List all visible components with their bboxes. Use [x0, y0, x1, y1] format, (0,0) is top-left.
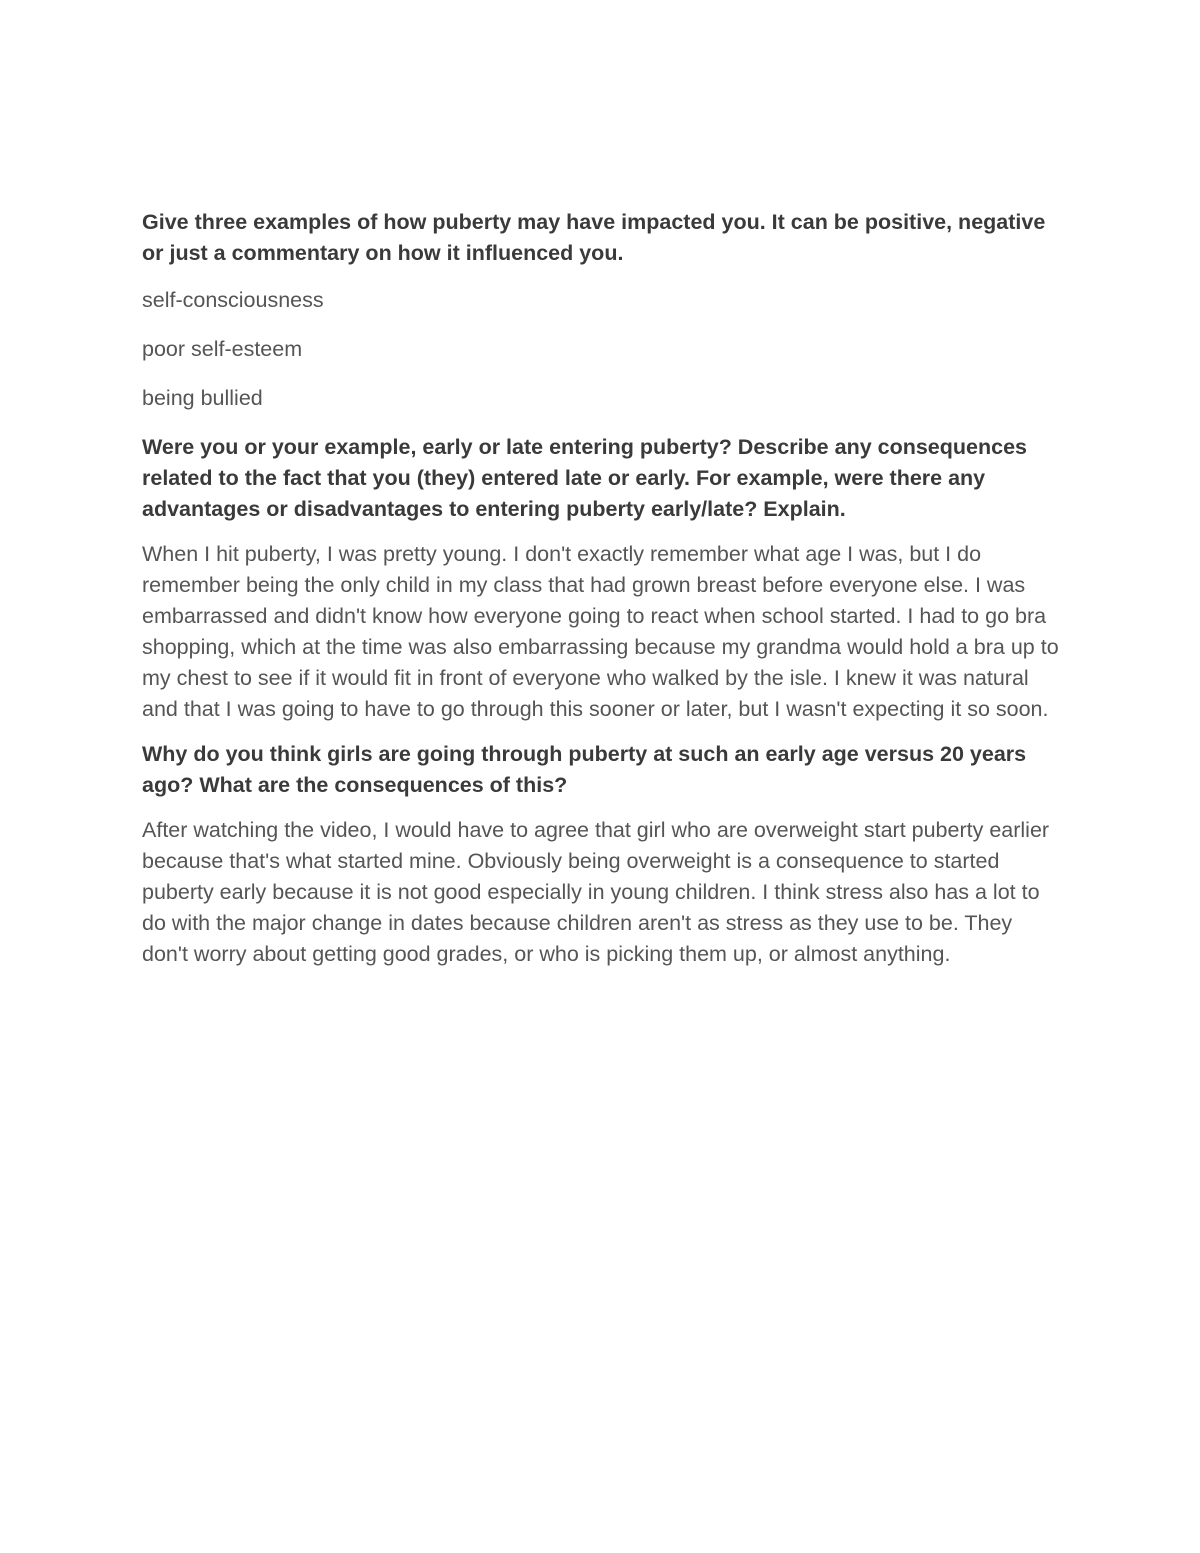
question-2: Were you or your example, early or late entering puberty? Describe any consequences related to the fact that you (they) entered late or early. For example, were there any advantages or disadvantages to entering puberty early/late? Explain.	[142, 435, 1027, 521]
document-body	[142, 207, 1062, 984]
question-3: Why do you think girls are going through puberty at such an early age versus 20 years ago? What are the consequences of this?	[142, 742, 1027, 797]
answer-3: After watching the video, I would have to agree that girl who are overweight start puberty earlier because that's what started mine. Obviously being overweight is a consequence to started puberty early because it is not good especially in young children. I think stress also has a lot to do with the major change in dates because children aren't as stress as they use to be. They don't worry about getting good grades, or who is picking them up, or almost anything.	[142, 818, 1050, 966]
answer-1-item-3: being bullied	[142, 386, 263, 410]
answer-2: When I hit puberty, I was pretty young. I don't exactly remember what age I was, but I do remember being the only child in my class that had grown breast before everyone else. I was embarrassed and didn't know how everyone going to react when school started. I had to go bra shopping, which at the time was also embarrassing because my grandma would hold a bra up to my chest to see if it would fit in front of everyone who walked by the isle. I knew it was natural and that I was going to have to go through this sooner or later, but I wasn't expecting it so soon.	[142, 542, 1059, 721]
answer-1-item-1: self-consciousness	[142, 288, 324, 312]
question-1: Give three examples of how puberty may have impacted you. It can be positive, negative or just a commentary on how it influenced you.	[142, 210, 1046, 265]
answer-1-item-2: poor self-esteem	[142, 337, 303, 361]
